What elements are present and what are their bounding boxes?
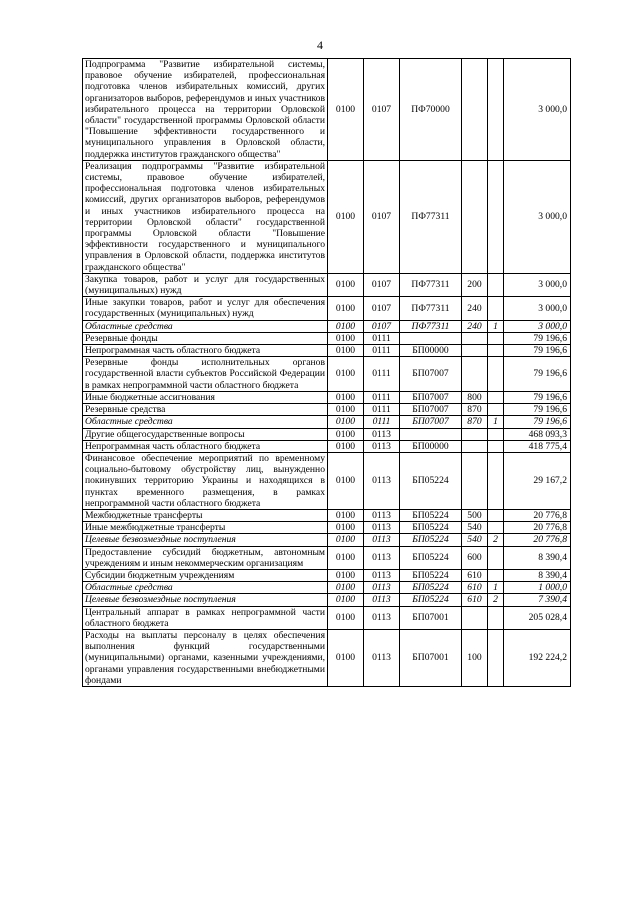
row-target-article-cell: БП05224 <box>400 534 462 546</box>
row-subsection-cell: 0111 <box>364 332 400 344</box>
row-expense-type-cell: 610 <box>462 594 488 606</box>
row-target-article-cell: ПФ70000 <box>400 59 462 161</box>
row-target-article-cell: БП07007 <box>400 357 462 392</box>
row-amount-cell: 79 196,6 <box>504 357 571 392</box>
row-section-cell: 0100 <box>328 297 364 320</box>
row-expense-type-cell: 200 <box>462 273 488 296</box>
row-name-cell: Резервные средства <box>83 404 328 416</box>
row-funding-source-cell <box>488 428 504 440</box>
row-amount-cell: 3 000,0 <box>504 160 571 273</box>
row-name-cell: Центральный аппарат в рамках непрограммной части областного бюджета <box>83 606 328 629</box>
row-expense-type-cell <box>462 428 488 440</box>
row-target-article-cell: ПФ77311 <box>400 320 462 332</box>
row-section-cell: 0100 <box>328 534 364 546</box>
row-target-article-cell: БП05224 <box>400 594 462 606</box>
row-target-article-cell: ПФ77311 <box>400 160 462 273</box>
row-section-cell: 0100 <box>328 594 364 606</box>
row-amount-cell: 20 776,8 <box>504 522 571 534</box>
row-funding-source-cell <box>488 569 504 581</box>
row-subsection-cell: 0113 <box>364 534 400 546</box>
row-name-cell: Межбюджетные трансферты <box>83 509 328 521</box>
row-subsection-cell: 0113 <box>364 546 400 569</box>
row-section-cell: 0100 <box>328 332 364 344</box>
row-amount-cell: 29 167,2 <box>504 452 571 509</box>
row-subsection-cell: 0111 <box>364 391 400 403</box>
row-amount-cell: 418 775,4 <box>504 440 571 452</box>
row-section-cell: 0100 <box>328 391 364 403</box>
row-amount-cell: 79 196,6 <box>504 404 571 416</box>
row-subsection-cell: 0111 <box>364 345 400 357</box>
row-funding-source-cell <box>488 440 504 452</box>
row-section-cell: 0100 <box>328 320 364 332</box>
row-funding-source-cell <box>488 509 504 521</box>
row-amount-cell: 79 196,6 <box>504 332 571 344</box>
row-section-cell: 0100 <box>328 452 364 509</box>
row-section-cell: 0100 <box>328 345 364 357</box>
table-row <box>83 297 571 320</box>
row-funding-source-cell <box>488 345 504 357</box>
row-amount-cell: 79 196,6 <box>504 345 571 357</box>
table-row <box>83 440 571 452</box>
row-name-cell: Целевые безвозмездные поступления <box>83 594 328 606</box>
row-target-article-cell: БП07001 <box>400 606 462 629</box>
row-subsection-cell: 0113 <box>364 452 400 509</box>
row-subsection-cell: 0107 <box>364 297 400 320</box>
row-section-cell: 0100 <box>328 160 364 273</box>
row-section-cell: 0100 <box>328 606 364 629</box>
row-section-cell: 0100 <box>328 416 364 428</box>
row-section-cell: 0100 <box>328 428 364 440</box>
row-amount-cell: 1 000,0 <box>504 582 571 594</box>
table-row <box>83 522 571 534</box>
row-funding-source-cell: 1 <box>488 582 504 594</box>
row-subsection-cell: 0113 <box>364 629 400 686</box>
table-row <box>83 582 571 594</box>
row-section-cell: 0100 <box>328 59 364 161</box>
row-expense-type-cell: 500 <box>462 509 488 521</box>
row-section-cell: 0100 <box>328 569 364 581</box>
row-section-cell: 0100 <box>328 273 364 296</box>
row-subsection-cell: 0107 <box>364 273 400 296</box>
table-row <box>83 546 571 569</box>
row-amount-cell: 79 196,6 <box>504 416 571 428</box>
table-row <box>83 404 571 416</box>
table-row <box>83 629 571 686</box>
table-row <box>83 160 571 273</box>
table-row <box>83 345 571 357</box>
row-expense-type-cell: 100 <box>462 629 488 686</box>
table-row <box>83 416 571 428</box>
row-expense-type-cell: 610 <box>462 569 488 581</box>
row-funding-source-cell: 1 <box>488 416 504 428</box>
row-name-cell: Субсидии бюджетным учреждениям <box>83 569 328 581</box>
row-amount-cell: 3 000,0 <box>504 273 571 296</box>
row-expense-type-cell: 240 <box>462 297 488 320</box>
table-row <box>83 332 571 344</box>
page-number: 4 <box>317 38 323 52</box>
budget-table <box>82 58 571 687</box>
row-subsection-cell: 0113 <box>364 582 400 594</box>
row-name-cell: Другие общегосударственные вопросы <box>83 428 328 440</box>
row-section-cell: 0100 <box>328 546 364 569</box>
row-name-cell: Резервные фонды исполнительных органов государственной власти субъектов Российской Федерации в рамках непрограммной части областного бюджета <box>83 357 328 392</box>
row-expense-type-cell <box>462 440 488 452</box>
row-funding-source-cell <box>488 391 504 403</box>
row-expense-type-cell: 540 <box>462 534 488 546</box>
row-subsection-cell: 0113 <box>364 440 400 452</box>
row-expense-type-cell: 870 <box>462 404 488 416</box>
row-subsection-cell: 0111 <box>364 404 400 416</box>
row-target-article-cell <box>400 428 462 440</box>
row-funding-source-cell <box>488 522 504 534</box>
row-funding-source-cell <box>488 59 504 161</box>
row-expense-type-cell: 800 <box>462 391 488 403</box>
row-name-cell: Резервные фонды <box>83 332 328 344</box>
row-subsection-cell: 0107 <box>364 160 400 273</box>
row-section-cell: 0100 <box>328 522 364 534</box>
row-target-article-cell: БП05224 <box>400 569 462 581</box>
row-name-cell: Непрограммная часть областного бюджета <box>83 345 328 357</box>
row-funding-source-cell: 2 <box>488 534 504 546</box>
row-amount-cell: 79 196,6 <box>504 391 571 403</box>
row-expense-type-cell <box>462 345 488 357</box>
row-expense-type-cell: 540 <box>462 522 488 534</box>
table-row <box>83 606 571 629</box>
row-target-article-cell: БП00000 <box>400 440 462 452</box>
row-name-cell: Иные межбюджетные трансферты <box>83 522 328 534</box>
row-amount-cell: 205 028,4 <box>504 606 571 629</box>
row-name-cell: Расходы на выплаты персоналу в целях обеспечения выполнения функций государственными (муниципальными) органами, казенными учреждениями, органами управления государственными внебюджетными фондами <box>83 629 328 686</box>
row-amount-cell: 8 390,4 <box>504 569 571 581</box>
row-name-cell: Финансовое обеспечение мероприятий по временному социально-бытовому обустройству лиц, вынужденно покинувших территорию Украины и находящихся в пунктах временного размещения, в рамках непрограммной части областного бюджета <box>83 452 328 509</box>
row-expense-type-cell <box>462 452 488 509</box>
row-funding-source-cell <box>488 273 504 296</box>
row-section-cell: 0100 <box>328 404 364 416</box>
table-row <box>83 59 571 161</box>
row-funding-source-cell: 2 <box>488 594 504 606</box>
row-funding-source-cell <box>488 404 504 416</box>
table-row <box>83 320 571 332</box>
row-name-cell: Областные средства <box>83 582 328 594</box>
row-section-cell: 0100 <box>328 357 364 392</box>
row-expense-type-cell: 870 <box>462 416 488 428</box>
row-funding-source-cell <box>488 629 504 686</box>
table-row <box>83 357 571 392</box>
row-target-article-cell: БП07001 <box>400 629 462 686</box>
row-amount-cell: 468 093,3 <box>504 428 571 440</box>
row-subsection-cell: 0107 <box>364 320 400 332</box>
row-expense-type-cell <box>462 606 488 629</box>
row-subsection-cell: 0113 <box>364 522 400 534</box>
row-target-article-cell: ПФ77311 <box>400 273 462 296</box>
row-amount-cell: 3 000,0 <box>504 297 571 320</box>
row-subsection-cell: 0113 <box>364 606 400 629</box>
row-target-article-cell: ПФ77311 <box>400 297 462 320</box>
row-amount-cell: 3 000,0 <box>504 320 571 332</box>
row-target-article-cell: БП05224 <box>400 452 462 509</box>
row-target-article-cell: БП05224 <box>400 509 462 521</box>
budget-table-body <box>83 59 571 687</box>
row-funding-source-cell: 1 <box>488 320 504 332</box>
row-funding-source-cell <box>488 606 504 629</box>
row-name-cell: Областные средства <box>83 320 328 332</box>
table-row <box>83 391 571 403</box>
row-expense-type-cell <box>462 357 488 392</box>
row-expense-type-cell: 240 <box>462 320 488 332</box>
row-funding-source-cell <box>488 357 504 392</box>
row-subsection-cell: 0113 <box>364 594 400 606</box>
row-funding-source-cell <box>488 297 504 320</box>
row-target-article-cell: БП07007 <box>400 404 462 416</box>
row-section-cell: 0100 <box>328 629 364 686</box>
row-name-cell: Предоставление субсидий бюджетным, автономным учреждениям и иным некоммерческим организациям <box>83 546 328 569</box>
row-subsection-cell: 0113 <box>364 569 400 581</box>
row-subsection-cell: 0107 <box>364 59 400 161</box>
row-name-cell: Закупка товаров, работ и услуг для государственных (муниципальных) нужд <box>83 273 328 296</box>
row-target-article-cell: БП05224 <box>400 582 462 594</box>
row-target-article-cell: БП00000 <box>400 345 462 357</box>
row-funding-source-cell <box>488 332 504 344</box>
row-expense-type-cell <box>462 59 488 161</box>
row-funding-source-cell <box>488 546 504 569</box>
table-row <box>83 569 571 581</box>
row-target-article-cell: БП05224 <box>400 546 462 569</box>
row-target-article-cell: БП05224 <box>400 522 462 534</box>
row-subsection-cell: 0111 <box>364 416 400 428</box>
row-funding-source-cell <box>488 452 504 509</box>
row-funding-source-cell <box>488 160 504 273</box>
row-subsection-cell: 0113 <box>364 509 400 521</box>
row-name-cell: Иные закупки товаров, работ и услуг для обеспечения государственных (муниципальных) нужд <box>83 297 328 320</box>
row-name-cell: Областные средства <box>83 416 328 428</box>
row-amount-cell: 8 390,4 <box>504 546 571 569</box>
table-row <box>83 594 571 606</box>
table-row <box>83 509 571 521</box>
row-amount-cell: 20 776,8 <box>504 509 571 521</box>
table-row <box>83 534 571 546</box>
row-target-article-cell: БП07007 <box>400 416 462 428</box>
row-amount-cell: 7 390,4 <box>504 594 571 606</box>
row-name-cell: Подпрограмма "Развитие избирательной системы, правовое обучение избирателей, профессиональная подготовка членов избирательных комиссий, других организаторов выборов, референдумов и иных участников избирательного процесса на территории Орловской области" государственной программы Орловской области "Повышение эффективности государственного и муниципального управления в Орловской области, поддержка институтов гражданского общества" <box>83 59 328 161</box>
row-section-cell: 0100 <box>328 509 364 521</box>
table-row <box>83 273 571 296</box>
row-name-cell: Реализация подпрограммы "Развитие избирательной системы, правовое обучение избирателей, профессиональная подготовка членов избирательных комиссий, других организаторов выборов, референдумов и иных участников избирательного процесса на территории Орловской области" государственной программы Орловской области "Повышение эффективности государственного и муниципального управления в Орловской области, поддержка институтов гражданского общества" <box>83 160 328 273</box>
row-section-cell: 0100 <box>328 582 364 594</box>
row-expense-type-cell <box>462 160 488 273</box>
row-section-cell: 0100 <box>328 440 364 452</box>
table-row <box>83 428 571 440</box>
table-row <box>83 452 571 509</box>
row-name-cell: Непрограммная часть областного бюджета <box>83 440 328 452</box>
row-expense-type-cell: 610 <box>462 582 488 594</box>
row-expense-type-cell <box>462 332 488 344</box>
row-name-cell: Иные бюджетные ассигнования <box>83 391 328 403</box>
row-amount-cell: 192 224,2 <box>504 629 571 686</box>
row-target-article-cell <box>400 332 462 344</box>
row-subsection-cell: 0111 <box>364 357 400 392</box>
row-target-article-cell: БП07007 <box>400 391 462 403</box>
row-amount-cell: 3 000,0 <box>504 59 571 161</box>
row-subsection-cell: 0113 <box>364 428 400 440</box>
row-amount-cell: 20 776,8 <box>504 534 571 546</box>
row-expense-type-cell: 600 <box>462 546 488 569</box>
row-name-cell: Целевые безвозмездные поступления <box>83 534 328 546</box>
